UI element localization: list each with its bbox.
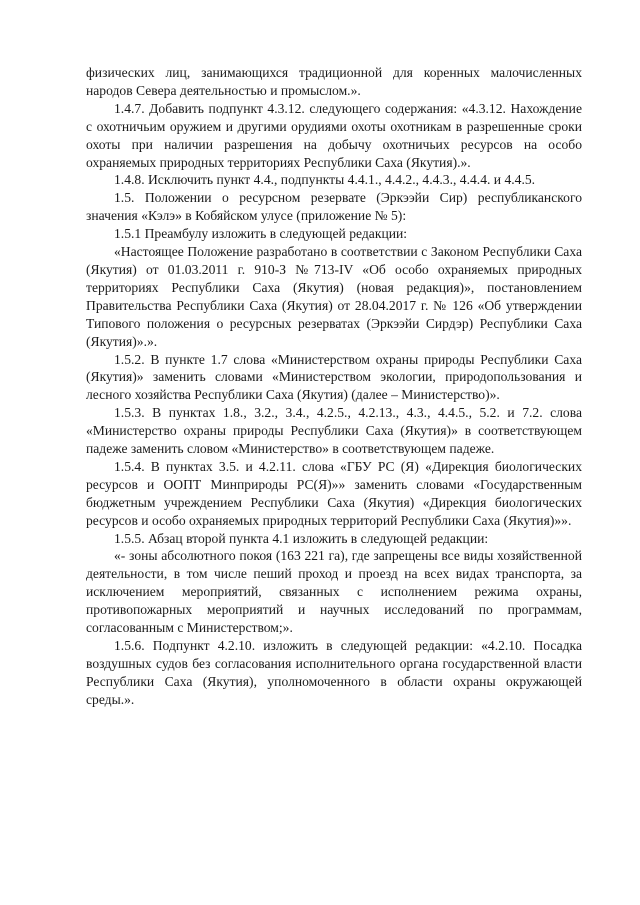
paragraph-1-5-3: 1.5.3. В пунктах 1.8., 3.2., 3.4., 4.2.5., 4.2.13., 4.3., 4.4.5., 5.2. и 7.2. слова «Министерство охраны природы Республики Саха (Якутия)» в соответствующем падеже заменить словом «Министерство» в соответствующем падеже. [86, 405, 582, 457]
paragraph-1-5: 1.5. Положении о ресурсном резервате (Эркээйи Сир) республиканского значения «Кэлэ» в Кобяйском улусе (приложение № 5): [86, 190, 582, 224]
paragraph-1-5-2: 1.5.2. В пункте 1.7 слова «Министерством охраны природы Республики Саха (Якутия)» заменить словами «Министерством экологии, природопользования и лесного хозяйства Республики Саха (Якутия) (далее – Министерство)». [86, 351, 582, 403]
paragraph-1-5-6: 1.5.6. Подпункт 4.2.10. изложить в следующей редакции: «4.2.10. Посадка воздушных судов без согласования исполнительного органа государственной власти Республики Саха (Якутия), уполномоченного в области охраны окружающей среды.». [86, 638, 582, 707]
paragraph-1-5-5: 1.5.5. Абзац второй пункта 4.1 изложить в следующей редакции: [114, 530, 489, 546]
paragraph-1-5-4: 1.5.4. В пунктах 3.5. и 4.2.11. слова «ГБУ РС (Я) «Дирекция биологических ресурсов и ООПТ Минприроды РС(Я)»» заменить словами «Государственным бюджетным учреждением Республики Саха (Якутия) «Дирекция биологических ресурсов и особо охраняемых природных территорий Республики Саха (Якутия)»». [86, 458, 582, 528]
paragraph-continuation: физических лиц, занимающихся традиционной для коренных малочисленных народов Севера деятельностью и промыслом.». [86, 65, 582, 98]
paragraph-1-5-1: 1.5.1 Преамбулу изложить в следующей редакции: [114, 226, 408, 242]
paragraph-preamble-quote: «Настоящее Положение разработано в соответствии с Законом Республики Саха (Якутия) от 01.03.2011 г. 910-З №713-IV «Об особо охраняемых природных территориях Республики Саха (Якутия) (новая редакция)», постановлением Правительства Республики Саха (Якутия) от 28.04.2017 г. № 126 «Об утверждении Типового положения о ресурсных резерватах (Эркээйи Сирдэр) Республики Саха (Якутия)».». [86, 244, 582, 349]
document-body [86, 64, 582, 709]
paragraph-1-4-7: 1.4.7. Добавить подпункт 4.3.12. следующего содержания: «4.3.12. Нахождение с охотничьим оружием и другими орудиями охоты охотникам в разрешенные сроки охоты при наличии разрешения на добычу охотничьих ресурсов на особо охраняемых природных территориях Республики Саха (Якутия).». [86, 100, 582, 170]
paragraph-1-4-8: 1.4.8. Исключить пункт 4.4., подпункты 4.4.1., 4.4.2., 4.4.3., 4.4.4. и 4.4.5. [114, 172, 536, 188]
paragraph-zones-quote: «- зоны абсолютного покоя (163 221 га), где запрещены все виды хозяйственной деятельности, в том числе пеший проход и проезд на всех видах транспорта, за исключением мероприятий, связанных с исполнением режима охраны, противопожарных мероприятий и научных исследований по программам, согласованным с Министерством;». [86, 548, 582, 636]
